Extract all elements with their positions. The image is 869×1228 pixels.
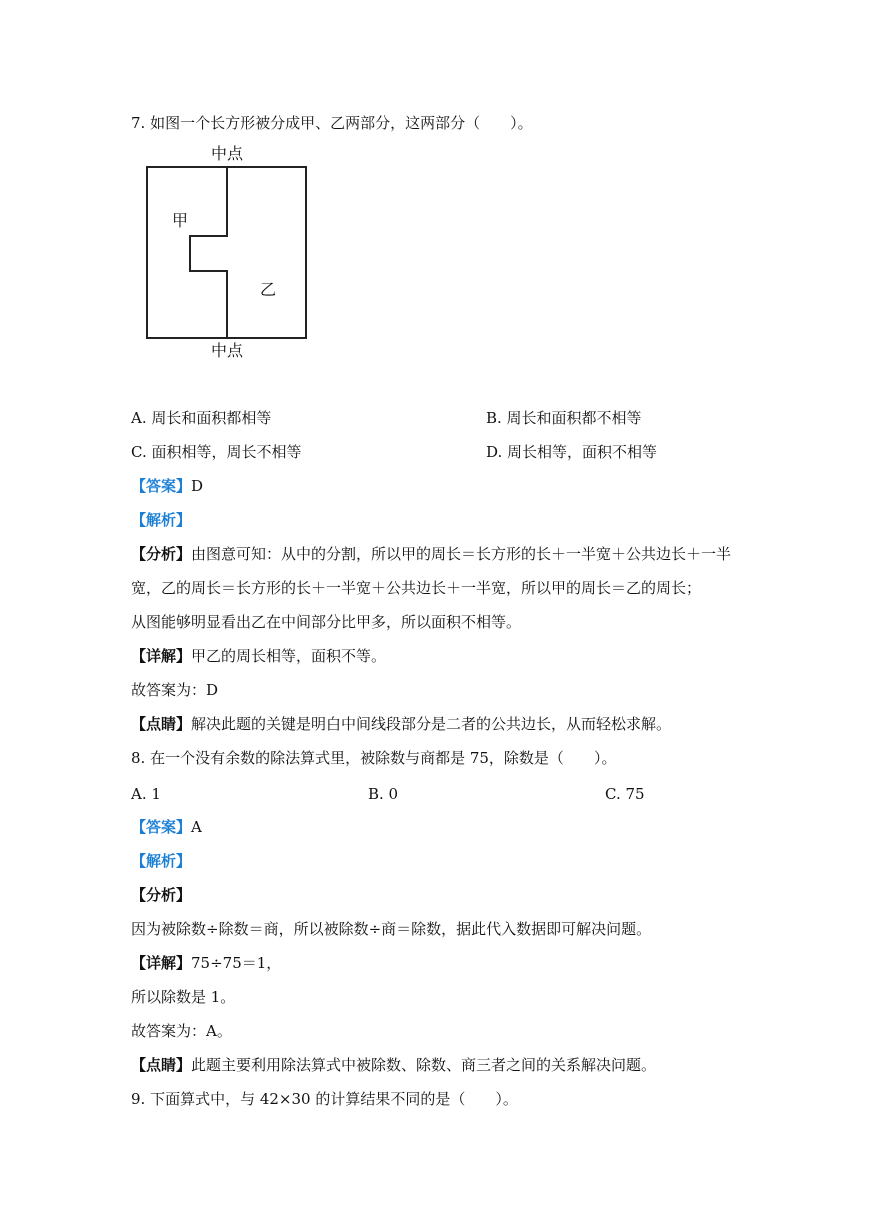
xiangjie-tag: 【详解】: [131, 647, 192, 665]
q8-answer: [131, 817, 202, 837]
dividing-line: [190, 167, 227, 338]
analysis-tag: 【解析】: [131, 511, 192, 529]
fenxi-tag: 【分析】: [131, 545, 192, 563]
q8-fenxi-text: 因为被除数÷除数＝商，所以被除数÷商＝除数，据此代入数据即可解决问题。: [131, 920, 652, 938]
rectangle-figure: [140, 160, 310, 342]
answer-tag: 【答案】: [131, 818, 192, 836]
fenxi-tag: 【分析】: [131, 886, 192, 904]
dianjing-text: 解决此题的关键是明白中间线段部分是二者的公共边长，从而轻松求解。: [191, 715, 672, 733]
fenxi-text-1: 由图意可知：从中的分割，所以甲的周长＝长方形的长＋一半宽＋公共边长＋一半: [191, 545, 732, 563]
dianjing-tag: 【点睛】: [131, 715, 192, 733]
xiangjie-text: 甲乙的周长相等，面积不等。: [191, 647, 387, 665]
q8-conclusion: 故答案为：A。: [131, 1022, 232, 1040]
q9-stem: 9. 下面算式中，与 42×30 的计算结果不同的是（ ）。: [131, 1090, 518, 1108]
analysis-tag: 【解析】: [131, 852, 192, 870]
answer-value: A: [191, 818, 202, 836]
xiangjie-tag: 【详解】: [131, 954, 192, 972]
answer-tag: 【答案】: [131, 477, 192, 495]
figure-top-midpoint-label: 中点: [211, 144, 244, 163]
xiangjie-text: 75÷75＝1，: [191, 954, 282, 972]
q8-analysis-heading: [131, 851, 191, 871]
figure-bottom-midpoint-label: 中点: [211, 341, 244, 360]
q7-answer: [131, 476, 203, 496]
q7-option-b: B. 周长和面积都不相等: [486, 409, 642, 427]
q7-option-d: D. 周长相等，面积不相等: [486, 443, 658, 461]
q7-fenxi-line-1: [131, 544, 731, 564]
dianjing-text: 此题主要利用除法算式中被除数、除数、商三者之间的关系解决问题。: [191, 1056, 657, 1074]
q7-detail: [131, 646, 386, 666]
q7-stem: 7. 如图一个长方形被分成甲、乙两部分，这两部分（ ）。: [131, 114, 533, 132]
dianjing-tag: 【点睛】: [131, 1056, 192, 1074]
part-a-label: 甲: [172, 211, 189, 230]
part-b-label: 乙: [260, 280, 277, 299]
q8-result: 所以除数是 1。: [131, 988, 236, 1006]
q7-analysis-heading: [131, 510, 191, 530]
q7-option-a: A. 周长和面积都相等: [131, 409, 272, 427]
q8-fenxi-heading: [131, 885, 191, 905]
q7-conclusion: 故答案为：D: [131, 681, 219, 699]
q8-key-point: [131, 1055, 656, 1075]
q8-option-a: A. 1: [131, 785, 161, 803]
q8-detail: [131, 953, 281, 973]
q7-option-c: C. 面积相等，周长不相等: [131, 443, 302, 461]
q8-option-b: B. 0: [368, 785, 399, 803]
q8-stem: 8. 在一个没有余数的除法算式里，被除数与商都是 75，除数是（ ）。: [131, 749, 617, 767]
answer-value: D: [191, 477, 204, 495]
q7-key-point: [131, 714, 671, 734]
q8-option-c: C. 75: [605, 785, 645, 803]
q7-fenxi-line-3: 从图能够明显看出乙在中间部分比甲多，所以面积不相等。: [131, 613, 522, 631]
q7-fenxi-line-2: 宽，乙的周长＝长方形的长＋一半宽＋公共边长＋一半宽，所以甲的周长＝乙的周长；: [131, 579, 702, 597]
